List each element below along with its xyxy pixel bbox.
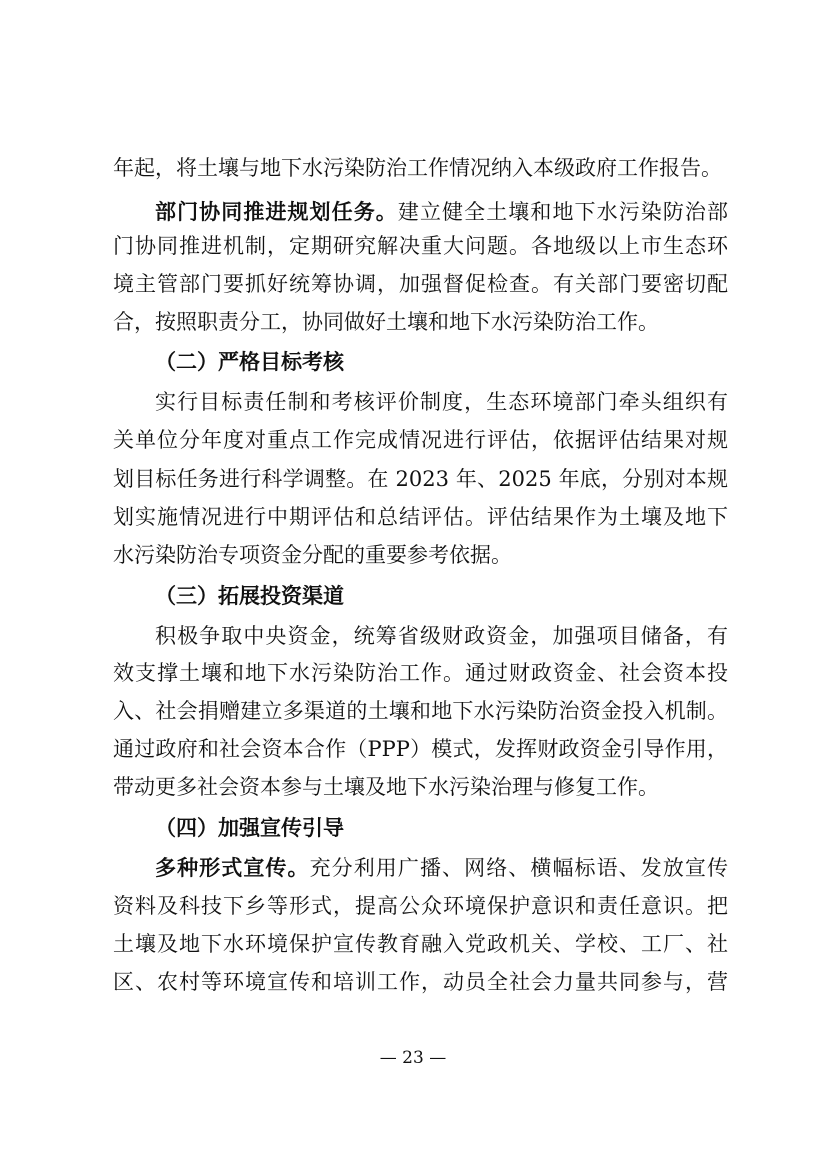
body-line: 关单位分年度对重点工作完成情况进行评估，依据评估结果对规: [113, 428, 728, 452]
body-line: 划目标任务进行科学调整。在 2023 年、2025 年底，分别对本规: [113, 467, 728, 491]
body-line: 资料及科技下乡等形式，提高公众环境保护意识和责任意识。把: [113, 894, 728, 918]
body-line: 土壤及地下水环境保护宣传教育融入党政机关、学校、工厂、社: [113, 932, 728, 956]
body-line: 年起，将土壤与地下水污染防治工作情况纳入本级政府工作报告。: [113, 156, 722, 180]
section-heading: （四）加强宣传引导: [155, 816, 344, 840]
body-line: 区、农村等环境宣传和培训工作，动员全社会力量共同参与，营: [113, 970, 728, 994]
body-line: 门协同推进机制，定期研究解决重大问题。各地级以上市生态环: [113, 234, 728, 258]
body-line: 境主管部门要抓好统筹协调，加强督促检查。有关部门要密切配: [113, 272, 728, 296]
body-line: 积极争取中央资金，统筹省级财政资金，加强项目储备，有: [155, 624, 728, 648]
paragraph-lead: 多种形式宣传。: [155, 856, 310, 880]
body-text: 建立健全土壤和地下水污染防治部: [397, 200, 729, 224]
body-line: 水污染防治专项资金分配的重要参考依据。: [113, 543, 512, 567]
section-heading: （二）严格目标考核: [155, 350, 344, 374]
body-line: 入、社会捐赠建立多渠道的土壤和地下水污染防治资金投入机制。: [113, 699, 728, 723]
body-line: 划实施情况进行中期评估和总结评估。评估结果作为土壤及地下: [113, 505, 728, 529]
body-line: 带动更多社会资本参与土壤及地下水污染治理与修复工作。: [113, 775, 659, 799]
body-line: [155, 195, 728, 229]
page-number: — 23 —: [379, 1048, 447, 1068]
body-text: 充分利用广播、网络、横幅标语、发放宣传: [309, 856, 729, 880]
body-line: 实行目标责任制和考核评价制度，生态环境部门牵头组织有: [155, 390, 728, 414]
body-line: 合，按照职责分工，协同做好土壤和地下水污染防治工作。: [113, 310, 659, 334]
body-line: 通过政府和社会资本合作（PPP）模式，发挥财政资金引导作用，: [113, 737, 728, 761]
body-line: 效支撑土壤和地下水污染防治工作。通过财政资金、社会资本投: [113, 661, 728, 685]
body-line: [155, 851, 728, 885]
section-heading: （三）拓展投资渠道: [155, 584, 344, 608]
paragraph-lead: 部门协同推进规划任务。: [155, 200, 398, 224]
